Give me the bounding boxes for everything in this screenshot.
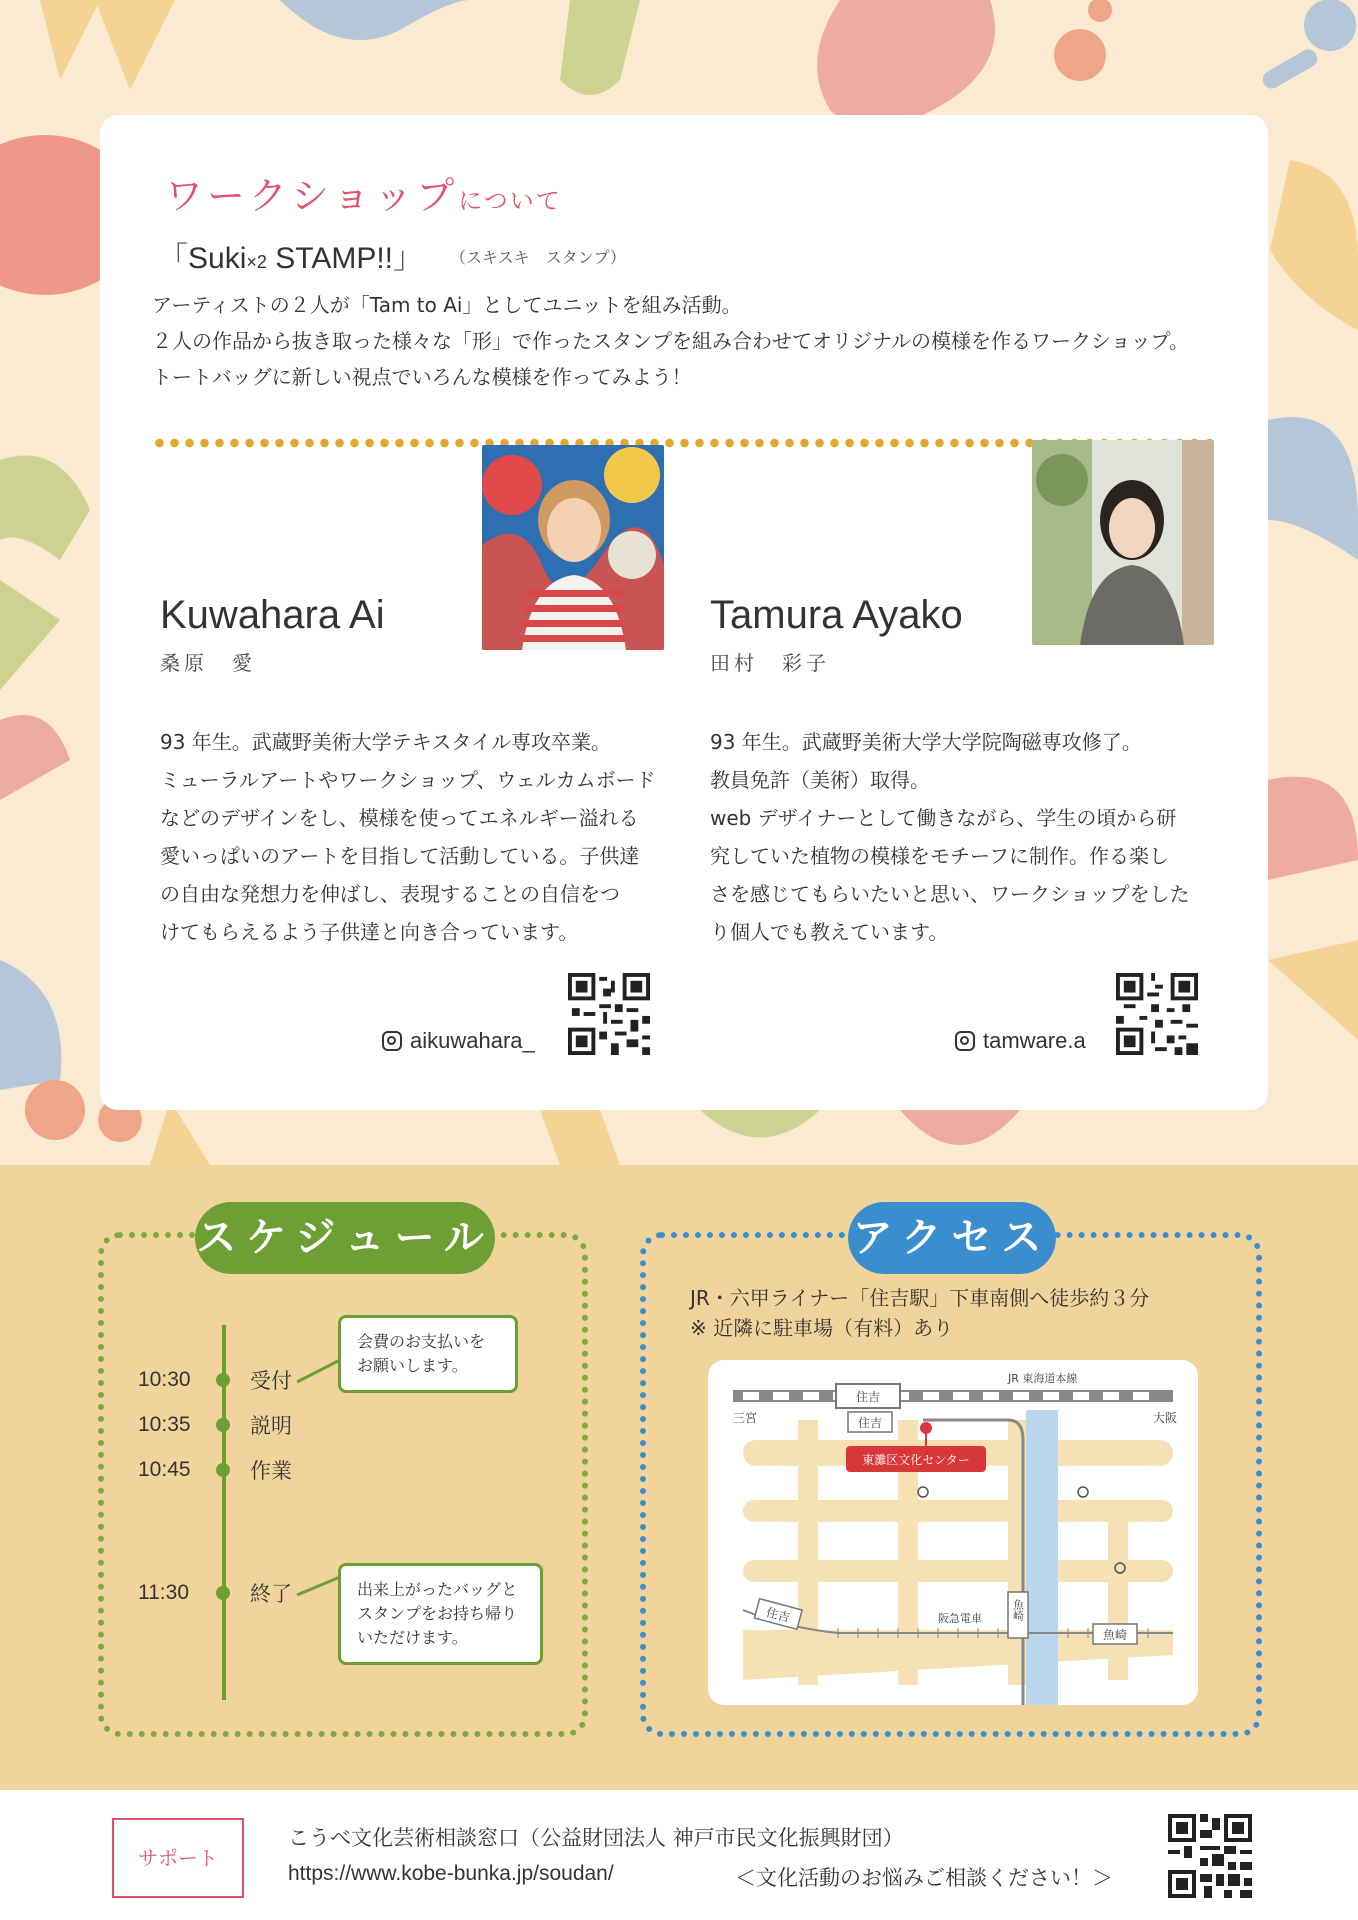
instagram-link[interactable] xyxy=(955,1028,1086,1054)
map-label-culture-center: 東灘区文化センター xyxy=(862,1453,970,1467)
workshop-description xyxy=(152,287,1232,395)
instagram-handle: aikuwahara_ xyxy=(410,1028,535,1053)
timeline-label: 終了 xyxy=(250,1582,292,1606)
note-line: 会費のお支払いを xyxy=(357,1332,486,1351)
map-label-sumiyoshi-hankyu: 住吉 xyxy=(764,1605,792,1625)
timeline-item xyxy=(138,1578,292,1608)
artist-name-en: Kuwahara Ai xyxy=(160,593,385,637)
bio-line: 究していた植物の模様をモチーフに制作。作る楽し xyxy=(710,844,1169,868)
artist-profile-tamura xyxy=(710,475,1230,1053)
map-label-sannomiya: 三宮 xyxy=(733,1411,758,1425)
note-line: お願いします。 xyxy=(357,1356,468,1375)
access-title: アクセス xyxy=(848,1202,1056,1274)
access-line: ※ 近隣に駐車場（有料）あり xyxy=(690,1316,954,1340)
bio-line: 93 年生。武蔵野美術大学テキスタイル専攻卒業。 xyxy=(160,730,612,754)
artist-name-jp: 田村 彩子 xyxy=(710,651,830,675)
timeline-item xyxy=(138,1365,292,1395)
artist-photo xyxy=(1032,440,1214,645)
about-title xyxy=(165,165,562,220)
timeline-dot xyxy=(216,1373,230,1387)
workshop-name-x2: ×2 xyxy=(246,252,267,272)
map-label-sumiyoshi-jr: 住吉 xyxy=(855,1390,881,1404)
instagram-icon xyxy=(955,1031,975,1051)
footer-qr-code[interactable] xyxy=(1168,1814,1252,1898)
workshop-info-card xyxy=(100,115,1268,1110)
payment-note xyxy=(338,1315,518,1393)
takehome-note xyxy=(338,1563,543,1665)
bio-line: などのデザインをし、模様を使ってエネルギー溢れる xyxy=(160,806,639,830)
note-line: いただけます。 xyxy=(357,1628,468,1647)
timeline-label: 説明 xyxy=(250,1414,292,1438)
support-label: サポート xyxy=(112,1818,244,1898)
timeline-dot xyxy=(216,1418,230,1432)
map-label-sumiyoshi-rokko: 住吉 xyxy=(857,1416,883,1430)
artist-bio xyxy=(160,723,670,951)
bio-line: けてもらえるよう子供達と向き合っています。 xyxy=(160,920,579,944)
timeline-item xyxy=(138,1455,292,1485)
footer-message: ＜文化活動のお悩みご相談ください！＞ xyxy=(735,1866,1113,1890)
about-title-sub: について xyxy=(458,187,562,215)
description-line: アーティストの２人が「Tam to Ai」としてユニットを組み活動。 xyxy=(152,293,742,317)
bio-line: の自由な発想力を伸ばし、表現することの自信をつ xyxy=(160,882,620,906)
artist-name-en: Tamura Ayako xyxy=(710,593,963,637)
note-line: 出来上がったバッグと xyxy=(357,1580,518,1599)
access-map[interactable] xyxy=(708,1360,1198,1705)
bio-line: 愛いっぱいのアートを目指して活動している。子供達 xyxy=(160,844,640,868)
map-label-uozaki-hankyu: 魚崎 xyxy=(1102,1628,1128,1642)
about-title-main: ワークショップ xyxy=(165,174,459,218)
workshop-name xyxy=(158,233,423,277)
timeline-label: 作業 xyxy=(250,1459,292,1483)
access-directions xyxy=(690,1283,1149,1343)
workshop-name-start: 「Suki xyxy=(158,242,247,275)
footer-organization: こうべ文化芸術相談窓口（公益財団法人 神戸市民文化振興財団） xyxy=(288,1826,904,1850)
description-line: ２人の作品から抜き取った様々な「形」で作ったスタンプを組み合わせてオリジナルの模様を作るワークショップ。 xyxy=(152,329,1189,353)
schedule-access-section xyxy=(0,1165,1358,1790)
qr-code[interactable] xyxy=(1116,973,1198,1055)
map-label-hankyu-line: 阪急電車 xyxy=(938,1612,982,1625)
footer xyxy=(0,1790,1358,1920)
artist-profile-kuwahara xyxy=(160,475,680,1053)
map-label-osaka: 大阪 xyxy=(1153,1411,1178,1425)
bio-line: り個人でも教えています。 xyxy=(710,920,949,944)
artist-name-jp: 桑原 愛 xyxy=(160,651,256,675)
instagram-link[interactable] xyxy=(382,1028,535,1054)
note-line: スタンプをお持ち帰り xyxy=(357,1604,518,1623)
workshop-name-end: STAMP!!」 xyxy=(266,242,424,275)
timeline-label: 受付 xyxy=(250,1369,292,1393)
bio-line: さを感じてもらいたいと思い、ワークショップをした xyxy=(710,882,1190,906)
bio-line: ミューラルアートやワークショップ、ウェルカムボード xyxy=(160,768,656,792)
timeline-time: 10:45 xyxy=(138,1458,191,1481)
description-line: トートバッグに新しい視点でいろんな模様を作ってみよう！ xyxy=(152,365,692,389)
workshop-reading: （スキスキ スタンプ） xyxy=(450,248,626,267)
timeline-dot xyxy=(216,1586,230,1600)
timeline-time: 10:35 xyxy=(138,1413,191,1436)
timeline-time: 10:30 xyxy=(138,1368,191,1391)
map-label-uozaki-vertical: 魚崎 xyxy=(1011,1599,1025,1621)
bio-line: web デザイナーとして働きながら、学生の頃から研 xyxy=(710,806,1177,830)
artist-bio xyxy=(710,723,1220,951)
map-label-jr-line: JR 東海道本線 xyxy=(1008,1372,1078,1385)
bio-line: 93 年生。武蔵野美術大学大学院陶磁専攻修了。 xyxy=(710,730,1142,754)
schedule-title: スケジュール xyxy=(195,1202,495,1274)
qr-code[interactable] xyxy=(568,973,650,1055)
instagram-icon xyxy=(382,1031,402,1051)
instagram-handle: tamware.a xyxy=(983,1028,1086,1053)
footer-url-link[interactable]: https://www.kobe-bunka.jp/soudan/ xyxy=(288,1862,614,1885)
artist-photo xyxy=(482,445,664,650)
access-line: JR・六甲ライナー「住吉駅」下車南側へ徒歩約３分 xyxy=(690,1286,1150,1310)
timeline-dot xyxy=(216,1463,230,1477)
bio-line: 教員免許（美術）取得。 xyxy=(710,768,930,792)
timeline-item xyxy=(138,1410,292,1440)
timeline-time: 11:30 xyxy=(138,1581,189,1604)
